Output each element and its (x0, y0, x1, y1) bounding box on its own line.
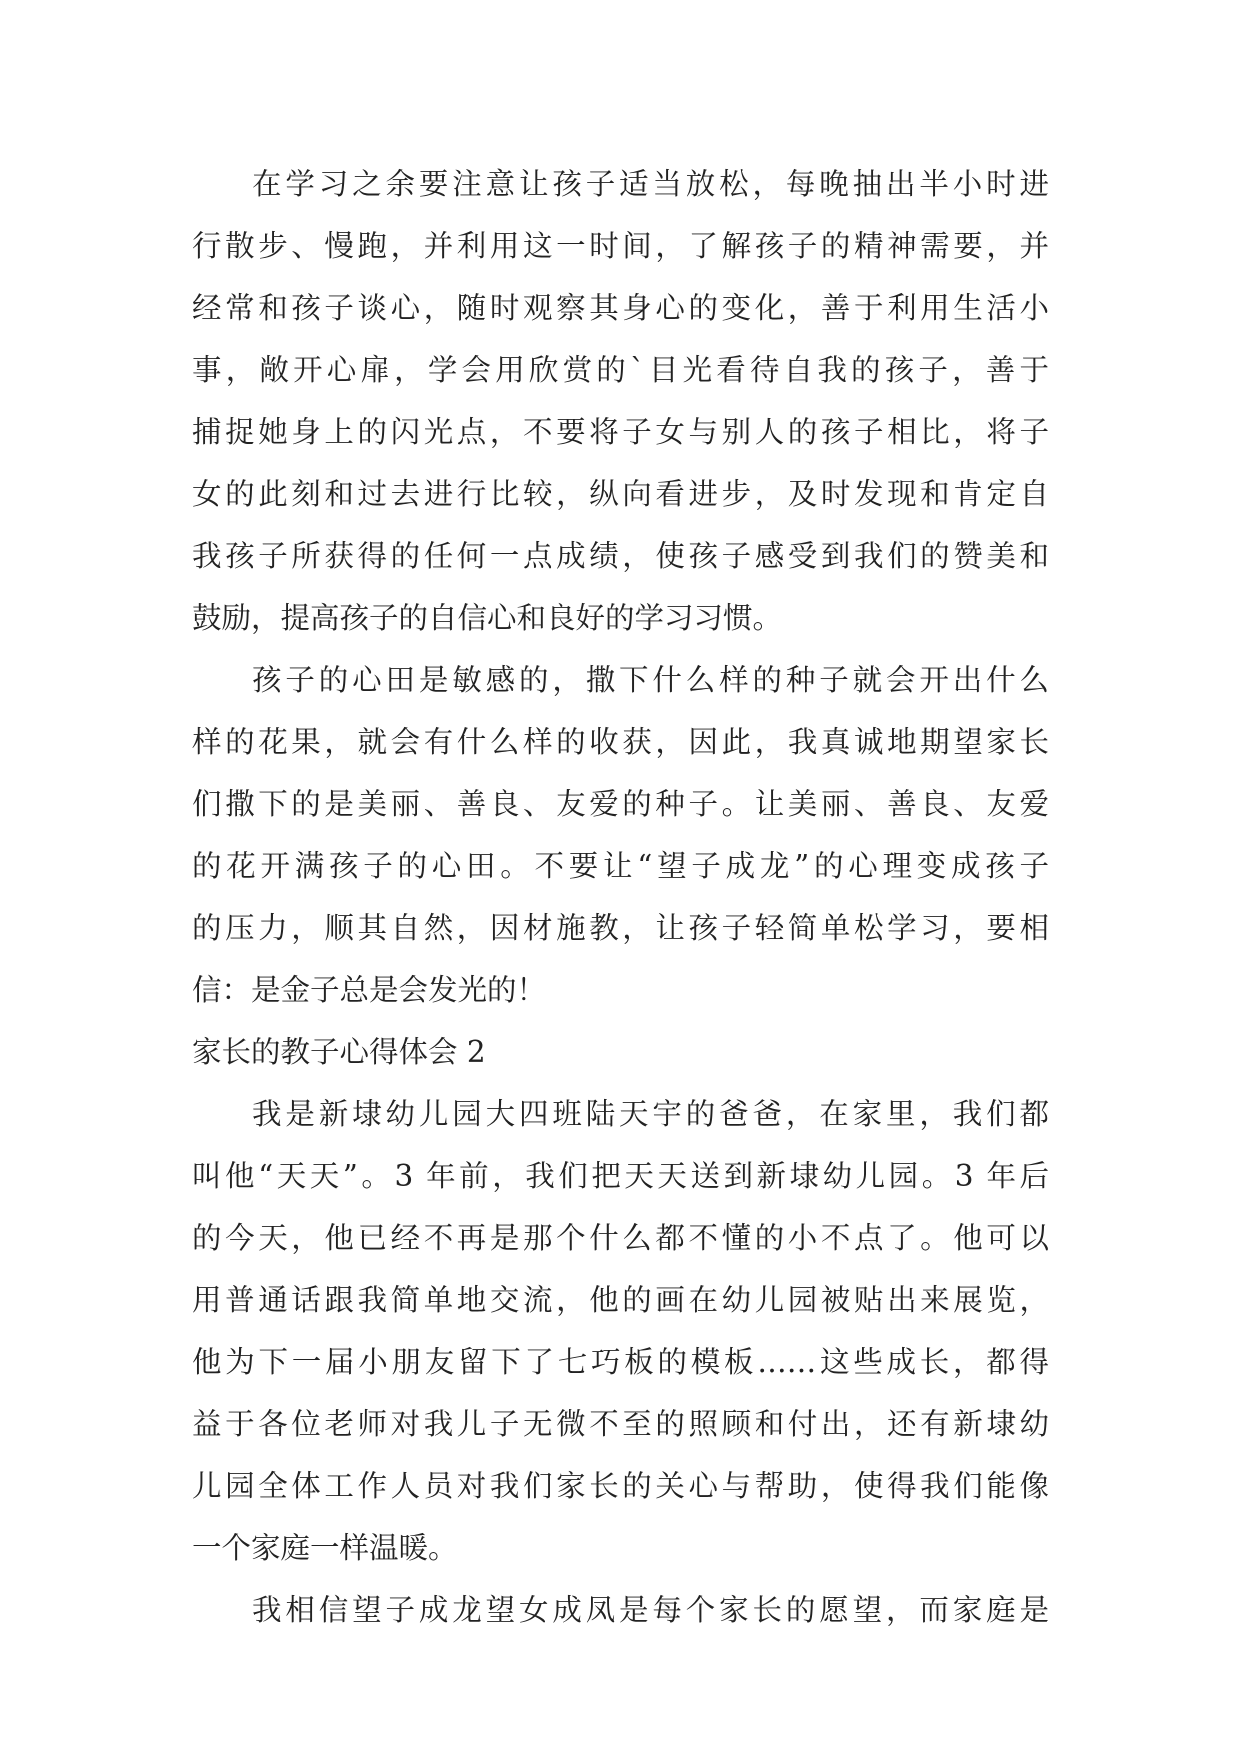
text-line: 用普通话跟我简单地交流，他的画在幼儿园被贴出来展览， (192, 1283, 1049, 1317)
text-line: 女的此刻和过去进行比较，纵向看进步，及时发现和肯定自 (192, 477, 1049, 511)
text-line: 益于各位老师对我儿子无微不至的照顾和付出，还有新埭幼 (192, 1407, 1049, 1441)
text-line: 我相信望子成龙望女成凤是每个家长的愿望，而家庭是 (252, 1593, 1049, 1627)
text-line: 鼓励，提高孩子的自信心和良好的学习习惯。 (192, 601, 783, 635)
text-line: 我是新埭幼儿园大四班陆天宇的爸爸，在家里，我们都 (252, 1097, 1049, 1131)
paragraph-3 (192, 1083, 1049, 1579)
text-line: 们撒下的是美丽、善良、友爱的种子。让美丽、善良、友爱 (192, 787, 1049, 821)
text-line: 捕捉她身上的闪光点，不要将子女与别人的孩子相比，将子 (192, 415, 1049, 449)
text-line: 的今天，他已经不再是那个什么都不懂的小不点了。他可以 (192, 1221, 1049, 1255)
paragraph-4 (192, 1579, 1049, 1641)
text-line: 行散步、慢跑，并利用这一时间，了解孩子的精神需要，并 (192, 229, 1049, 263)
paragraph-1 (192, 153, 1049, 649)
text-line: 我孩子所获得的任何一点成绩，使孩子感受到我们的赞美和 (192, 539, 1049, 573)
text-line: 的花开满孩子的心田。不要让“望子成龙”的心理变成孩子 (192, 849, 1049, 883)
text-line: 的压力，顺其自然，因材施教，让孩子轻简单松学习，要相 (192, 911, 1049, 945)
text-line: 经常和孩子谈心，随时观察其身心的变化，善于利用生活小 (192, 291, 1049, 325)
text-line: 儿园全体工作人员对我们家长的关心与帮助，使得我们能像 (192, 1469, 1049, 1503)
text-line: 他为下一届小朋友留下了七巧板的模板……这些成长，都得 (192, 1345, 1049, 1379)
text-line: 事，敞开心扉，学会用欣赏的`目光看待自我的孩子，善于 (192, 353, 1049, 387)
text-line: 叫他“天天”。3 年前，我们把天天送到新埭幼儿园。3 年后 (192, 1159, 1049, 1193)
paragraph-2 (192, 649, 1049, 1021)
section-heading: 家长的教子心得体会 2 (192, 1035, 486, 1069)
text-line: 在学习之余要注意让孩子适当放松，每晚抽出半小时进 (252, 167, 1049, 201)
text-line: 信：是金子总是会发光的！ (192, 973, 547, 1007)
text-line: 孩子的心田是敏感的，撒下什么样的种子就会开出什么 (252, 663, 1049, 697)
document-body (192, 153, 1049, 1641)
text-line: 样的花果，就会有什么样的收获，因此，我真诚地期望家长 (192, 725, 1049, 759)
text-line: 一个家庭一样温暖。 (192, 1531, 458, 1565)
